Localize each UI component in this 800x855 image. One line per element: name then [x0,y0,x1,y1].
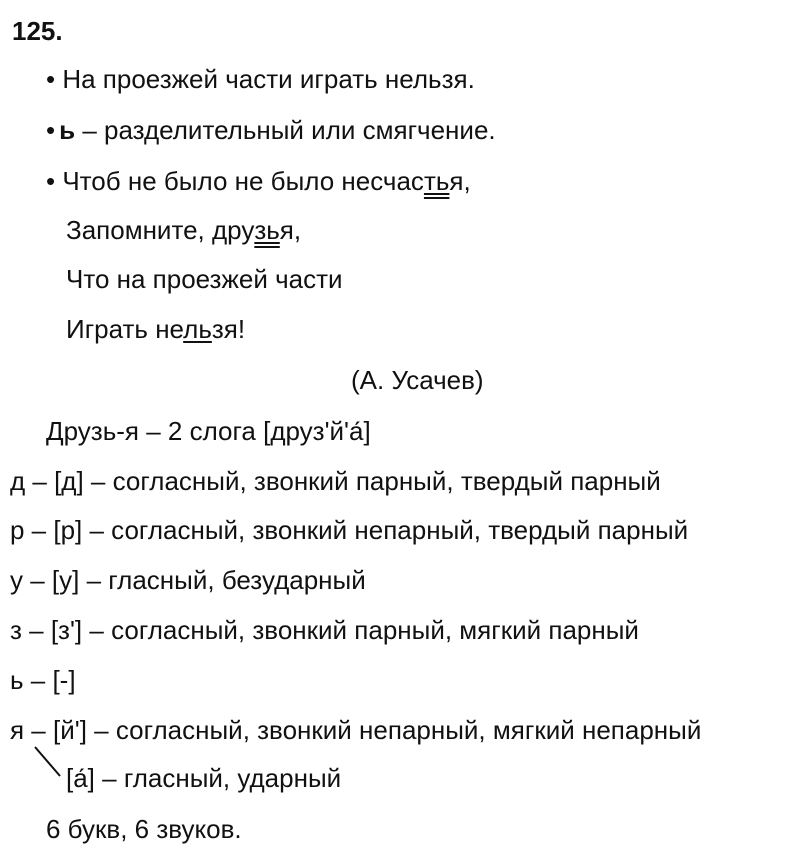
poem-line-1-post: я, [449,166,471,196]
bullet-mark: • [46,115,56,145]
soft-sign-bold: ь [59,115,76,145]
bullet-2 [46,117,496,143]
analysis-row-4: з – [з'] – согласный, звонкий парный, мягкий парный [10,615,639,645]
poem-line-2 [66,217,301,243]
poem-line-4-marked: ль [183,314,212,344]
poem-line-1-marked: ть [423,166,450,196]
bullet-1-text: На проезжей части играть нельзя. [62,64,475,94]
poem-line-2-pre: Запомните, дру [66,215,255,245]
analysis-row-2: р – [р] – согласный, звонкий непарный, твердый парный [10,515,689,545]
bullet-mark: • [46,166,56,196]
branch-connector [32,744,66,780]
poem-line-2-marked: зь [254,215,280,245]
poem-author: (А. Усачев) [351,365,484,395]
analysis-row-5: ь – [-] [10,665,76,695]
exercise-number: 125. [12,16,63,46]
poem-line-4 [66,316,245,342]
analysis-extra: [а́] – гласный, ударный [66,763,342,793]
poem-line-1-pre: Чтоб не было не было несчас [62,166,424,196]
poem-line-4-post: зя! [211,314,246,344]
bullet-mark: • [46,64,56,94]
poem-line-3: Что на проезжей части [66,264,343,294]
poem-line-4-pre: Играть не [66,314,184,344]
analysis-summary: 6 букв, 6 звуков. [46,814,242,844]
bullet-2-text: – разделительный или смягчение. [82,115,496,145]
analysis-header: Друзь-я – 2 слога [друз'й'а́] [46,416,371,446]
poem-line-1 [46,168,471,194]
analysis-row-6: я – [й'] – согласный, звонкий непарный, мягкий непарный [10,715,702,745]
analysis-row-1: д – [д] – согласный, звонкий парный, твердый парный [10,466,661,496]
analysis-row-3: у – [у] – гласный, безударный [10,565,366,595]
bullet-1 [46,66,475,92]
poem-line-2-post: я, [279,215,302,245]
